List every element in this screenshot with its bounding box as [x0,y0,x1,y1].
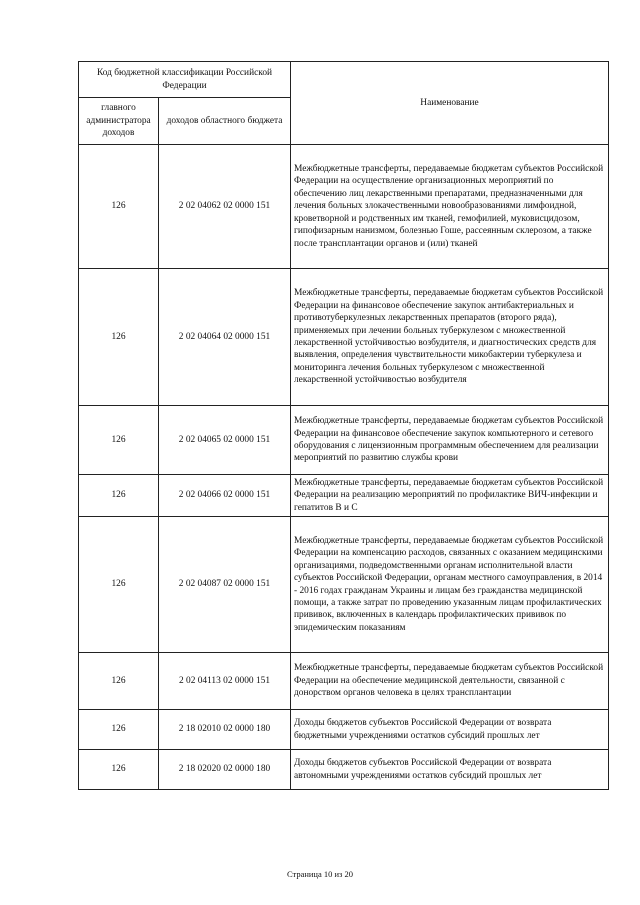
table-row [79,475,609,517]
header-admin: главного администратора доходов [79,98,159,145]
code-cell: 2 02 04065 02 0000 151 [159,406,291,475]
admin-cell: 126 [79,475,159,517]
admin-cell: 126 [79,653,159,710]
name-cell: Межбюджетные трансферты, передаваемые бюджетам субъектов Российской Федерации на обеспечение медицинской деятельности, связанной с донорством органов человека в целях трансплантации [291,653,609,710]
code-cell: 2 02 04087 02 0000 151 [159,517,291,653]
admin-cell: 126 [79,710,159,750]
admin-cell: 126 [79,750,159,790]
name-cell: Доходы бюджетов субъектов Российской Федерации от возврата автономными учреждениями остатков субсидий прошлых лет [291,750,609,790]
page-number: Страница 10 из 20 [286,869,354,879]
header-name: Наименование [291,62,609,145]
admin-cell: 126 [79,406,159,475]
table-row [79,750,609,790]
name-cell: Межбюджетные трансферты, передаваемые бюджетам субъектов Российской Федерации на компенсацию расходов, связанных с оказанием медицинскими организациями, подведомственными органам исполнительной власти субъектов Российской Федерации, органам местного самоуправления, в 2014 - 2016 годах гражданам Украины и лицам без гражданства медицинской помощи, а также затрат по проведению указанным лицам профилактических прививок, включенных в календарь профилактических прививок по эпидемическим показаниям [291,517,609,653]
code-cell: 2 02 04113 02 0000 151 [159,653,291,710]
budget-classification-table [78,61,609,790]
header-group-title: Код бюджетной классификации Российской Федерации [79,62,291,98]
table-row [79,406,609,475]
code-cell: 2 02 04066 02 0000 151 [159,475,291,517]
table-row [79,710,609,750]
admin-cell: 126 [79,269,159,406]
table-row [79,145,609,269]
name-cell: Межбюджетные трансферты, передаваемые бюджетам субъектов Российской Федерации на финансовое обеспечение закупок антибактериальных и противотуберкулезных лекарственных препаратов (второго ряда), применяемых при лечении больных туберкулезом с множественной лекарственной устойчивостью возбудителя, и диагностических средств для выявления, определения чувствительности микобактерии туберкулеза и мониторинга лечения больных туберкулезом с множественной лекарственной устойчивостью возбудителя [291,269,609,406]
table-row [79,653,609,710]
admin-cell: 126 [79,517,159,653]
name-cell: Межбюджетные трансферты, передаваемые бюджетам субъектов Российской Федерации на осуществление организационных мероприятий по обеспечению лиц лекарственными препаратами, предназначенными для лечения больных злокачественными новообразованиями лимфоидной, кроветворной и родственных им тканей, гемофилией, муковисцидозом, гипофизарным нанизмом, болезнью Гоше, рассеянным склерозом, а также после трансплантации органов и (или) тканей [291,145,609,269]
name-cell: Доходы бюджетов субъектов Российской Федерации от возврата бюджетными учреждениями остатков субсидий прошлых лет [291,710,609,750]
code-cell: 2 02 04064 02 0000 151 [159,269,291,406]
table-row [79,517,609,653]
admin-cell: 126 [79,145,159,269]
name-cell: Межбюджетные трансферты, передаваемые бюджетам субъектов Российской Федерации на финансовое обеспечение закупок компьютерного и сетевого оборудования с лицензионным программным обеспечением для реализации мероприятий по развитию службы крови [291,406,609,475]
code-cell: 2 18 02020 02 0000 180 [159,750,291,790]
code-cell: 2 18 02010 02 0000 180 [159,710,291,750]
name-cell: Межбюджетные трансферты, передаваемые бюджетам субъектов Российской Федерации на реализацию мероприятий по профилактике ВИЧ-инфекции и гепатитов B и C [291,475,609,517]
table-row [79,269,609,406]
code-cell: 2 02 04062 02 0000 151 [159,145,291,269]
header-code: доходов областного бюджета [159,98,291,145]
